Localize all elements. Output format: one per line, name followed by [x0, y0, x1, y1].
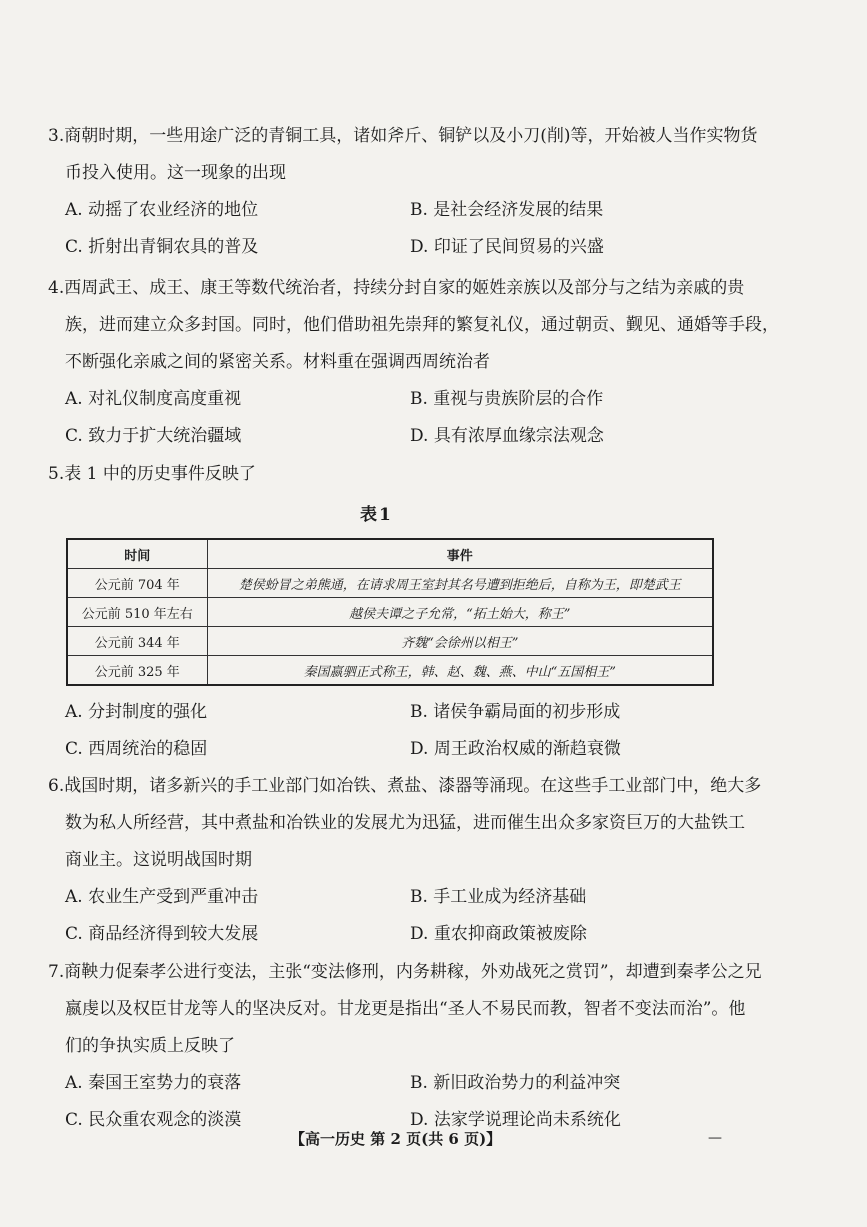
- footer-dash: —: [708, 1130, 722, 1146]
- question-stem-line: 6.战国时期，诸多新兴的手工业部门如冶铁、煮盐、漆器等涌现。在这些手工业部门中，绝大多: [48, 776, 762, 796]
- table-cell-time: 公元前 344 年: [67, 627, 207, 656]
- table-title: 表1: [360, 505, 393, 525]
- option-a[interactable]: A. 分封制度的强化: [65, 702, 208, 722]
- table-cell-event: 齐魏“会徐州以相王”: [207, 627, 713, 656]
- option-d[interactable]: D. 重农抑商政策被废除: [410, 924, 587, 944]
- options-row: [48, 694, 728, 731]
- table-row: [67, 598, 713, 627]
- question-stem-line: 7.商鞅力促秦孝公进行变法，主张“变法修刑，内务耕稼，外劝战死之赏罚”，却遭到秦孝公之兄: [48, 962, 762, 982]
- table-cell-time: 公元前 325 年: [67, 656, 207, 686]
- options-row: [48, 731, 728, 768]
- option-b[interactable]: B. 是社会经济发展的结果: [410, 200, 604, 220]
- option-b[interactable]: B. 诸侯争霸局面的初步形成: [410, 702, 621, 722]
- option-c[interactable]: C. 民众重农观念的淡漠: [65, 1110, 242, 1130]
- question-stem-line: 们的争执实质上反映了: [65, 1036, 235, 1056]
- option-b[interactable]: B. 新旧政治势力的利益冲突: [410, 1073, 621, 1093]
- table-header-row: [67, 539, 713, 569]
- option-a[interactable]: A. 秦国王室势力的衰落: [65, 1073, 242, 1093]
- option-a[interactable]: A. 动摇了农业经济的地位: [65, 200, 259, 220]
- question-4: [48, 270, 779, 455]
- question-stem-line: 5.表 1 中的历史事件反映了: [48, 464, 256, 484]
- table-row: [67, 627, 713, 656]
- question-5-options: [48, 694, 728, 768]
- column-header-event: 事件: [207, 539, 713, 569]
- options-row: [48, 418, 728, 455]
- table-row: [67, 656, 713, 686]
- option-a[interactable]: A. 对礼仪制度高度重视: [65, 389, 242, 409]
- page-footer: 【高一历史 第 2 页(共 6 页)】: [290, 1130, 502, 1148]
- option-a[interactable]: A. 农业生产受到严重冲击: [65, 887, 259, 907]
- option-b[interactable]: B. 手工业成为经济基础: [410, 887, 587, 907]
- question-stem-line: 币投入使用。这一现象的出现: [65, 163, 286, 183]
- option-d[interactable]: D. 具有浓厚血缘宗法观念: [410, 426, 604, 446]
- question-stem-line: 族，进而建立众多封国。同时，他们借助祖先崇拜的繁复礼仪，通过朝贡、觐见、通婚等手段，: [65, 315, 779, 335]
- option-c[interactable]: C. 西周统治的稳固: [65, 739, 208, 759]
- question-stem-line: 不断强化亲戚之间的紧密关系。材料重在强调西周统治者: [65, 352, 490, 372]
- table-cell-event: 越侯夫谭之子允常，“拓土始大，称王”: [207, 598, 713, 627]
- option-d[interactable]: D. 印证了民间贸易的兴盛: [410, 237, 604, 257]
- option-d[interactable]: D. 周王政治权威的渐趋衰微: [410, 739, 621, 759]
- options-row: [48, 229, 728, 266]
- table-row: [67, 569, 713, 598]
- options-row: [48, 381, 728, 418]
- question-stem-line: 4.西周武王、成王、康王等数代统治者，持续分封自家的姬姓亲族以及部分与之结为亲戚的贵: [48, 278, 745, 298]
- table-cell-time: 公元前 510 年左右: [67, 598, 207, 627]
- column-header-time: 时间: [67, 539, 207, 569]
- options-row: [48, 192, 728, 229]
- table-cell-event: 秦国嬴驷正式称王，韩、赵、魏、燕、中山“五国相王”: [207, 656, 713, 686]
- option-c[interactable]: C. 折射出青铜农具的普及: [65, 237, 259, 257]
- options-row: [48, 879, 728, 916]
- table-cell-event: 楚侯蚡冒之弟熊通，在请求周王室封其名号遭到拒绝后，自称为王，即楚武王: [207, 569, 713, 598]
- question-5: [48, 456, 728, 493]
- option-c[interactable]: C. 商品经济得到较大发展: [65, 924, 259, 944]
- question-7: [48, 954, 762, 1139]
- question-stem-line: 3.商朝时期，一些用途广泛的青铜工具，诸如斧斤、铜铲以及小刀(削)等，开始被人当作实物货: [48, 126, 758, 146]
- table-cell-time: 公元前 704 年: [67, 569, 207, 598]
- question-stem-line: 嬴虔以及权臣甘龙等人的坚决反对。甘龙更是指出“圣人不易民而教，智者不变法而治”。他: [65, 999, 746, 1019]
- question-3: [48, 118, 758, 266]
- question-6: [48, 768, 762, 953]
- question-stem-line: 商业主。这说明战国时期: [65, 850, 252, 870]
- option-b[interactable]: B. 重视与贵族阶层的合作: [410, 389, 604, 409]
- option-d[interactable]: D. 法家学说理论尚未系统化: [410, 1110, 621, 1130]
- events-table: [66, 538, 714, 686]
- option-c[interactable]: C. 致力于扩大统治疆域: [65, 426, 242, 446]
- options-row: [48, 916, 728, 953]
- options-row: [48, 1065, 728, 1102]
- question-stem-line: 数为私人所经营，其中煮盐和冶铁业的发展尤为迅猛，进而催生出众多家资巨万的大盐铁工: [65, 813, 745, 833]
